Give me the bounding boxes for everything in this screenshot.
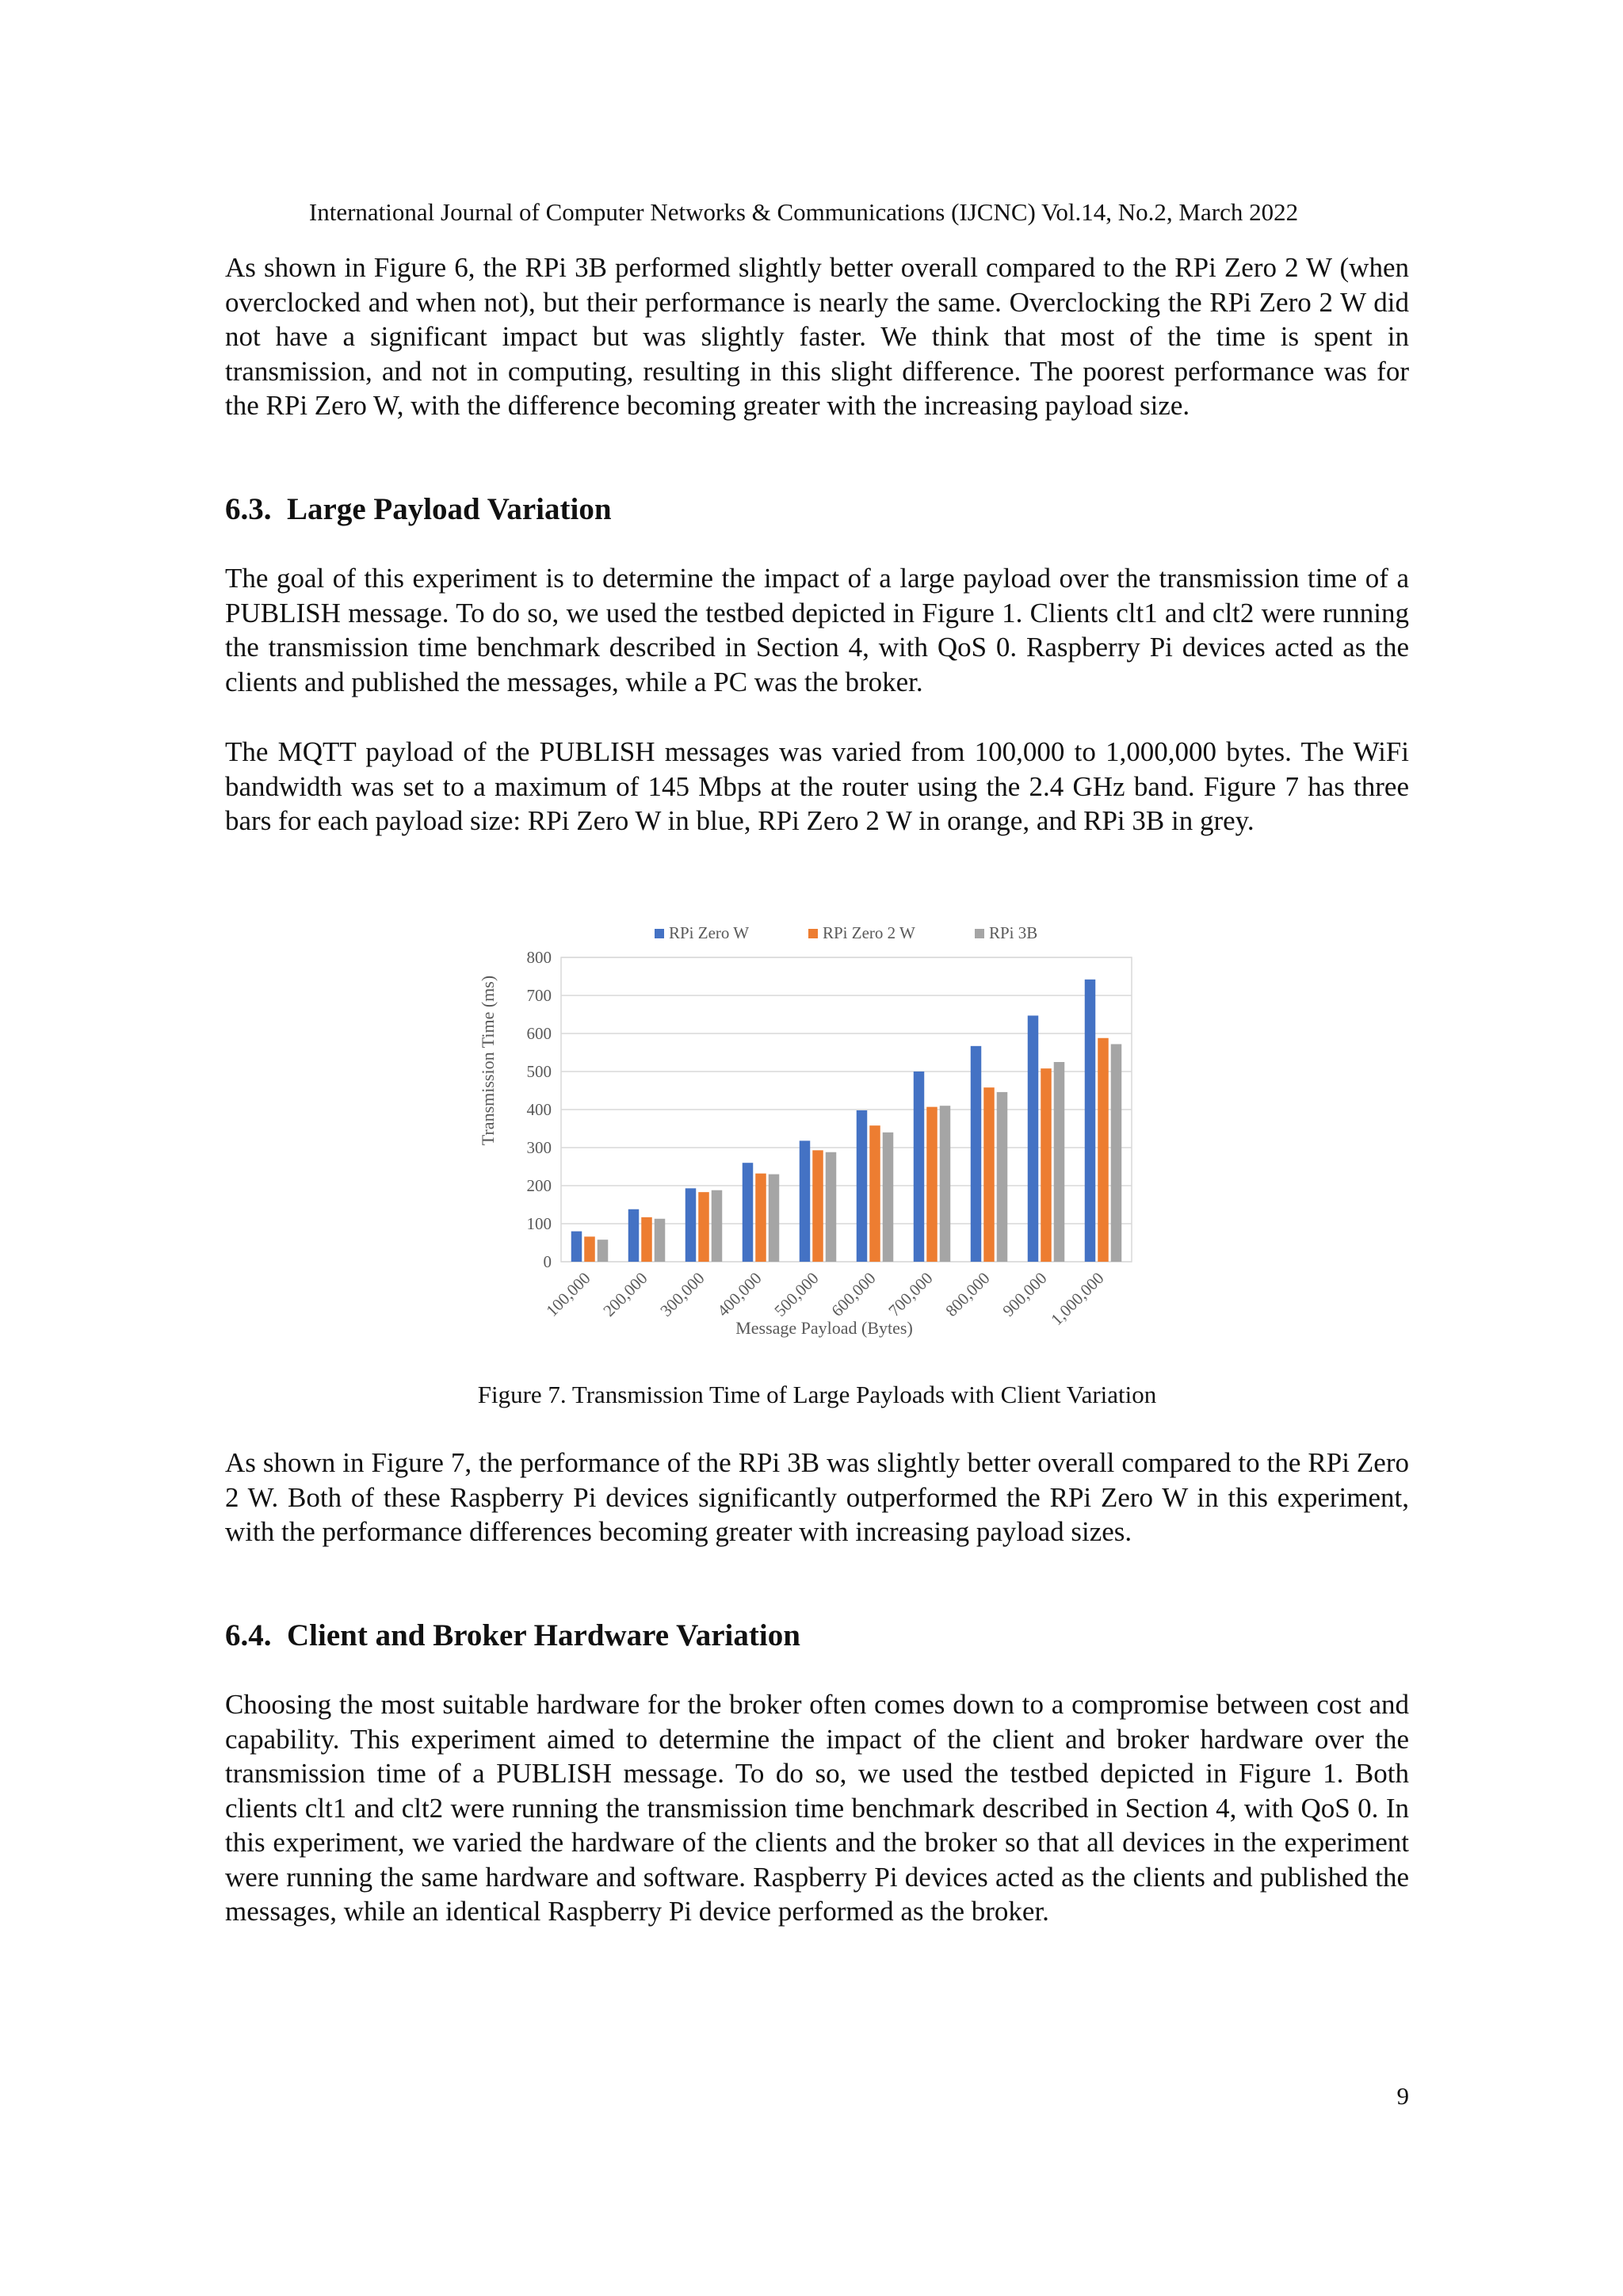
figure-7-bar-chart bbox=[468, 902, 1165, 1346]
bar-rpi-zero-2-w-800000 bbox=[983, 1087, 995, 1262]
x-tick-label: 700,000 bbox=[884, 1268, 937, 1320]
bar-rpi-zero-2-w-400000 bbox=[755, 1174, 766, 1262]
bar-rpi-zero-2-w-500000 bbox=[812, 1150, 823, 1262]
y-tick-label: 700 bbox=[526, 986, 552, 1005]
running-header: International Journal of Computer Networks & Communications (IJCNC) Vol.14, No.2, March 2022 bbox=[308, 198, 1299, 226]
x-axis-label: Message Payload (Bytes) bbox=[735, 1318, 913, 1338]
bar-rpi-3b-400000 bbox=[769, 1175, 780, 1262]
section-number: 6.4. bbox=[225, 1618, 272, 1652]
bar-rpi-3b-600000 bbox=[883, 1133, 894, 1262]
bar-rpi-zero-w-500000 bbox=[800, 1140, 811, 1262]
bar-rpi-3b-300000 bbox=[712, 1190, 723, 1262]
y-tick-label: 200 bbox=[526, 1176, 552, 1195]
bar-rpi-3b-800000 bbox=[997, 1092, 1008, 1262]
bar-rpi-zero-w-400000 bbox=[743, 1163, 754, 1262]
legend-swatch bbox=[808, 929, 818, 938]
chart-svg bbox=[468, 902, 1165, 1346]
bar-rpi-zero-2-w-200000 bbox=[641, 1217, 652, 1262]
y-tick-label: 400 bbox=[526, 1100, 552, 1119]
x-tick-label: 500,000 bbox=[770, 1268, 823, 1320]
y-tick-label: 500 bbox=[526, 1062, 552, 1081]
bar-rpi-zero-w-100000 bbox=[571, 1232, 582, 1262]
y-axis-ticks bbox=[527, 948, 552, 1271]
legend-label: RPi Zero 2 W bbox=[823, 923, 915, 942]
bar-rpi-3b-900000 bbox=[1054, 1062, 1065, 1262]
bar-rpi-zero-w-700000 bbox=[914, 1072, 925, 1262]
legend-label: RPi Zero W bbox=[669, 923, 750, 942]
paragraph-experiment-goal: The goal of this experiment is to determine the impact of a large payload over the transmission time of a PUBLISH message. To do so, we used the testbed depicted in Figure 1. Clients clt1 and clt2 were running the transmission time benchmark described in Section 4, with QoS 0. Raspberry Pi devices acted as the clients and published the messages, while a PC was the broker. bbox=[225, 563, 1409, 697]
x-tick-label: 100,000 bbox=[542, 1268, 594, 1320]
bar-rpi-zero-2-w-1000000 bbox=[1098, 1038, 1109, 1262]
chart-bars bbox=[571, 980, 1122, 1262]
x-tick-label: 200,000 bbox=[599, 1268, 651, 1320]
bar-rpi-zero-w-800000 bbox=[971, 1046, 982, 1262]
section-heading-6-3 bbox=[225, 491, 612, 529]
figure-7-caption: Figure 7. Transmission Time of Large Payloads with Client Variation bbox=[477, 1381, 1157, 1408]
paragraph-payload-setup: The MQTT payload of the PUBLISH messages was varied from 100,000 to 1,000,000 bytes. The WiFi bandwidth was set to a maximum of 145 Mbps at the router using the 2.4 GHz band. Figure 7 has three bars for each payload size: RPi Zero W in blue, RPi Zero 2 W in orange, and RPi 3B in grey. bbox=[225, 736, 1409, 836]
bar-rpi-zero-2-w-100000 bbox=[584, 1236, 595, 1262]
y-tick-label: 0 bbox=[543, 1252, 552, 1271]
bar-rpi-zero-w-900000 bbox=[1028, 1015, 1039, 1262]
x-tick-label: 800,000 bbox=[941, 1268, 994, 1320]
bar-rpi-3b-700000 bbox=[940, 1106, 951, 1262]
paragraph-figure6-discussion: As shown in Figure 6, the RPi 3B performed slightly better overall compared to the RPi Zero 2 W (when overclocked and when not), but their performance is nearly the same. Overclocking the RPi Zero 2 W did not have a significant impact but was slightly faster. We think that most of the time is spent in transmission, and not in computing, resulting in this slight difference. The poorest performance was for the RPi Zero W, with the difference becoming greater with the increasing payload size. bbox=[225, 252, 1409, 421]
y-tick-label: 100 bbox=[526, 1214, 552, 1233]
paragraph-hardware-variation: Choosing the most suitable hardware for the broker often comes down to a compromise between cost and capability. This experiment aimed to determine the impact of the client and broker hardware over the transmission time of a PUBLISH message. To do so, we used the testbed depicted in Figure 1. Both clients clt1 and clt2 were running the transmission time benchmark described in Section 4, with QoS 0. In this experiment, we varied the hardware of the clients and the broker so that all devices in the experiment were running the same hardware and software. Raspberry Pi devices acted as the clients and published the messages, while an identical Raspberry Pi device performed as the broker. bbox=[225, 1689, 1409, 1927]
section-heading-6-4 bbox=[225, 1617, 800, 1655]
x-tick-label: 600,000 bbox=[827, 1268, 880, 1320]
section-number: 6.3. bbox=[225, 492, 272, 526]
y-tick-label: 600 bbox=[526, 1024, 552, 1043]
chart-legend bbox=[655, 923, 1037, 942]
paragraph-figure7-discussion: As shown in Figure 7, the performance of the RPi 3B was slightly better overall compared to the RPi Zero 2 W. Both of these Raspberry Pi devices significantly outperformed the RPi Zero W in this experiment, with the performance differences becoming greater with increasing payload sizes. bbox=[225, 1447, 1409, 1547]
section-title: Large Payload Variation bbox=[287, 492, 612, 526]
bar-rpi-zero-2-w-300000 bbox=[698, 1192, 709, 1262]
bar-rpi-3b-1000000 bbox=[1111, 1044, 1122, 1262]
bar-rpi-3b-500000 bbox=[826, 1152, 837, 1262]
x-tick-label: 400,000 bbox=[713, 1268, 766, 1320]
bar-rpi-zero-w-600000 bbox=[857, 1110, 868, 1262]
x-tick-label: 300,000 bbox=[656, 1268, 708, 1320]
y-tick-label: 300 bbox=[526, 1138, 552, 1157]
bar-rpi-3b-200000 bbox=[655, 1219, 666, 1262]
bar-rpi-zero-2-w-600000 bbox=[869, 1125, 880, 1262]
y-tick-label: 800 bbox=[526, 948, 552, 967]
bar-rpi-zero-w-300000 bbox=[685, 1188, 697, 1262]
bar-rpi-zero-2-w-900000 bbox=[1041, 1068, 1052, 1262]
section-title: Client and Broker Hardware Variation bbox=[287, 1618, 800, 1652]
bar-rpi-zero-2-w-700000 bbox=[926, 1107, 938, 1262]
page-number: 9 bbox=[1396, 2082, 1409, 2110]
bar-rpi-3b-100000 bbox=[598, 1240, 609, 1262]
x-tick-label: 900,000 bbox=[999, 1268, 1051, 1320]
legend-swatch bbox=[975, 929, 984, 938]
legend-swatch bbox=[655, 929, 664, 938]
bar-rpi-zero-w-200000 bbox=[628, 1209, 640, 1262]
y-axis-label: Transmission Time (ms) bbox=[478, 975, 498, 1146]
x-tick-label: 1,000,000 bbox=[1047, 1268, 1108, 1329]
bar-rpi-zero-w-1000000 bbox=[1085, 980, 1096, 1262]
legend-label: RPi 3B bbox=[989, 923, 1038, 942]
